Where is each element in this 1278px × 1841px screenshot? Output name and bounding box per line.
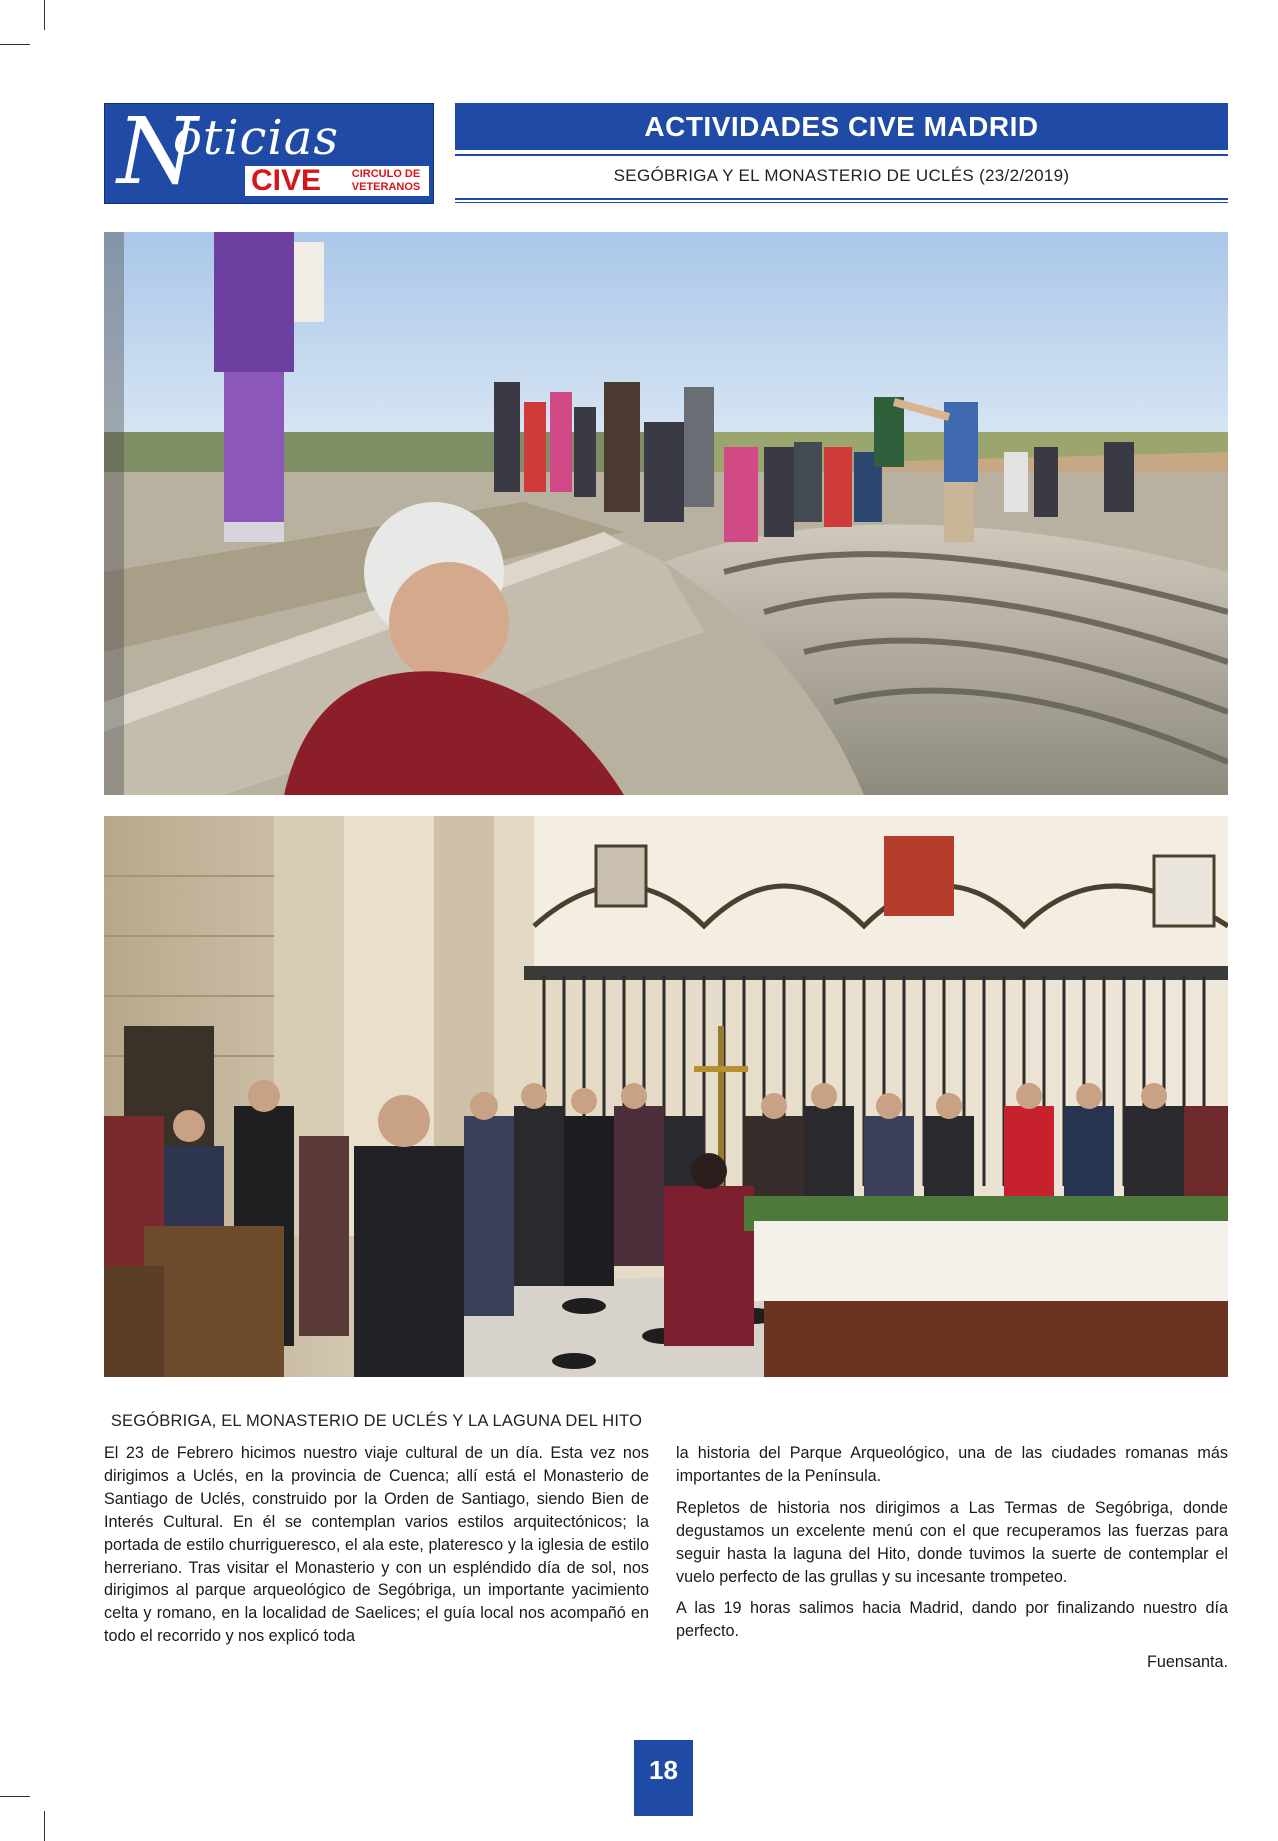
logo-brand: CIVE xyxy=(251,164,322,197)
article-paragraph: El 23 de Febrero hicimos nuestro viaje cultural de un día. Esta vez nos dirigimos a Uclés, en la provincia de Cuenca; allí está el Monasterio de Santiago de Uclés, construido por la Orden de Santiago, siendo Bien de Interés Cultural. En él se contemplan varios estilos arquitectónicos; la portada de estilo churrigueresco, el ala este, plateresco y la iglesia de estilo herreriano. Tras visitar el Monasterio y con un espléndido día de sol, nos dirigimos al parque arqueológico de Segóbriga, un importante yacimiento celta y romano, en la localidad de Saelices; el guía local nos acompañó en todo el recorrido y nos explicó toda xyxy=(104,1444,649,1646)
logo-sub-line1: CIRCULO DE xyxy=(351,168,421,180)
photo-ucles-monastery xyxy=(104,816,1228,1377)
article-column-right xyxy=(676,1442,1228,1652)
crop-mark xyxy=(44,1811,45,1841)
crop-mark xyxy=(44,0,45,30)
photo-segobriga-theatre xyxy=(104,232,1228,795)
theatre-photo-illustration xyxy=(104,232,1228,795)
section-header-bar xyxy=(455,103,1228,150)
page-number: 18 xyxy=(634,1740,693,1816)
article-caption: SEGÓBRIGA, EL MONASTERIO DE UCLÉS Y LA LAGUNA DEL HITO xyxy=(110,1412,643,1430)
article-paragraph: Repletos de historia nos dirigimos a Las Termas de Segóbriga, donde degustamos un excelente menú con el que recuperamos las fuerzas para seguir hasta la laguna del Hito, donde tuvimos la suerte de contemplar el vuelo perfecto de las grullas y su incesante trompeteo. xyxy=(676,1498,1228,1586)
monastery-photo-illustration xyxy=(104,816,1228,1377)
section-title: ACTIVIDADES CIVE MADRID xyxy=(644,111,1039,142)
logo-subtitle xyxy=(343,168,429,194)
logo-word: oticias xyxy=(173,110,340,166)
article-column-left xyxy=(104,1442,649,1657)
logo-sub-line2: VETERANOS xyxy=(351,181,421,193)
noticias-cive-logo xyxy=(104,98,434,205)
logo-letter: N xyxy=(117,98,198,205)
crop-mark xyxy=(0,1796,30,1797)
article-signature: Fuensanta. xyxy=(1147,1653,1228,1671)
article-paragraph: la historia del Parque Arqueológico, una de las ciudades romanas más importantes de la Península. xyxy=(676,1444,1228,1485)
crop-mark xyxy=(0,44,30,45)
subtitle-rule-top xyxy=(455,198,1228,200)
article-paragraph: A las 19 horas salimos hacia Madrid, dando por finalizando nuestro día perfecto. xyxy=(676,1599,1228,1641)
section-subtitle: SEGÓBRIGA Y EL MONASTERIO DE UCLÉS (23/2/2019) xyxy=(613,166,1070,185)
subtitle-rule-bottom xyxy=(455,202,1228,203)
